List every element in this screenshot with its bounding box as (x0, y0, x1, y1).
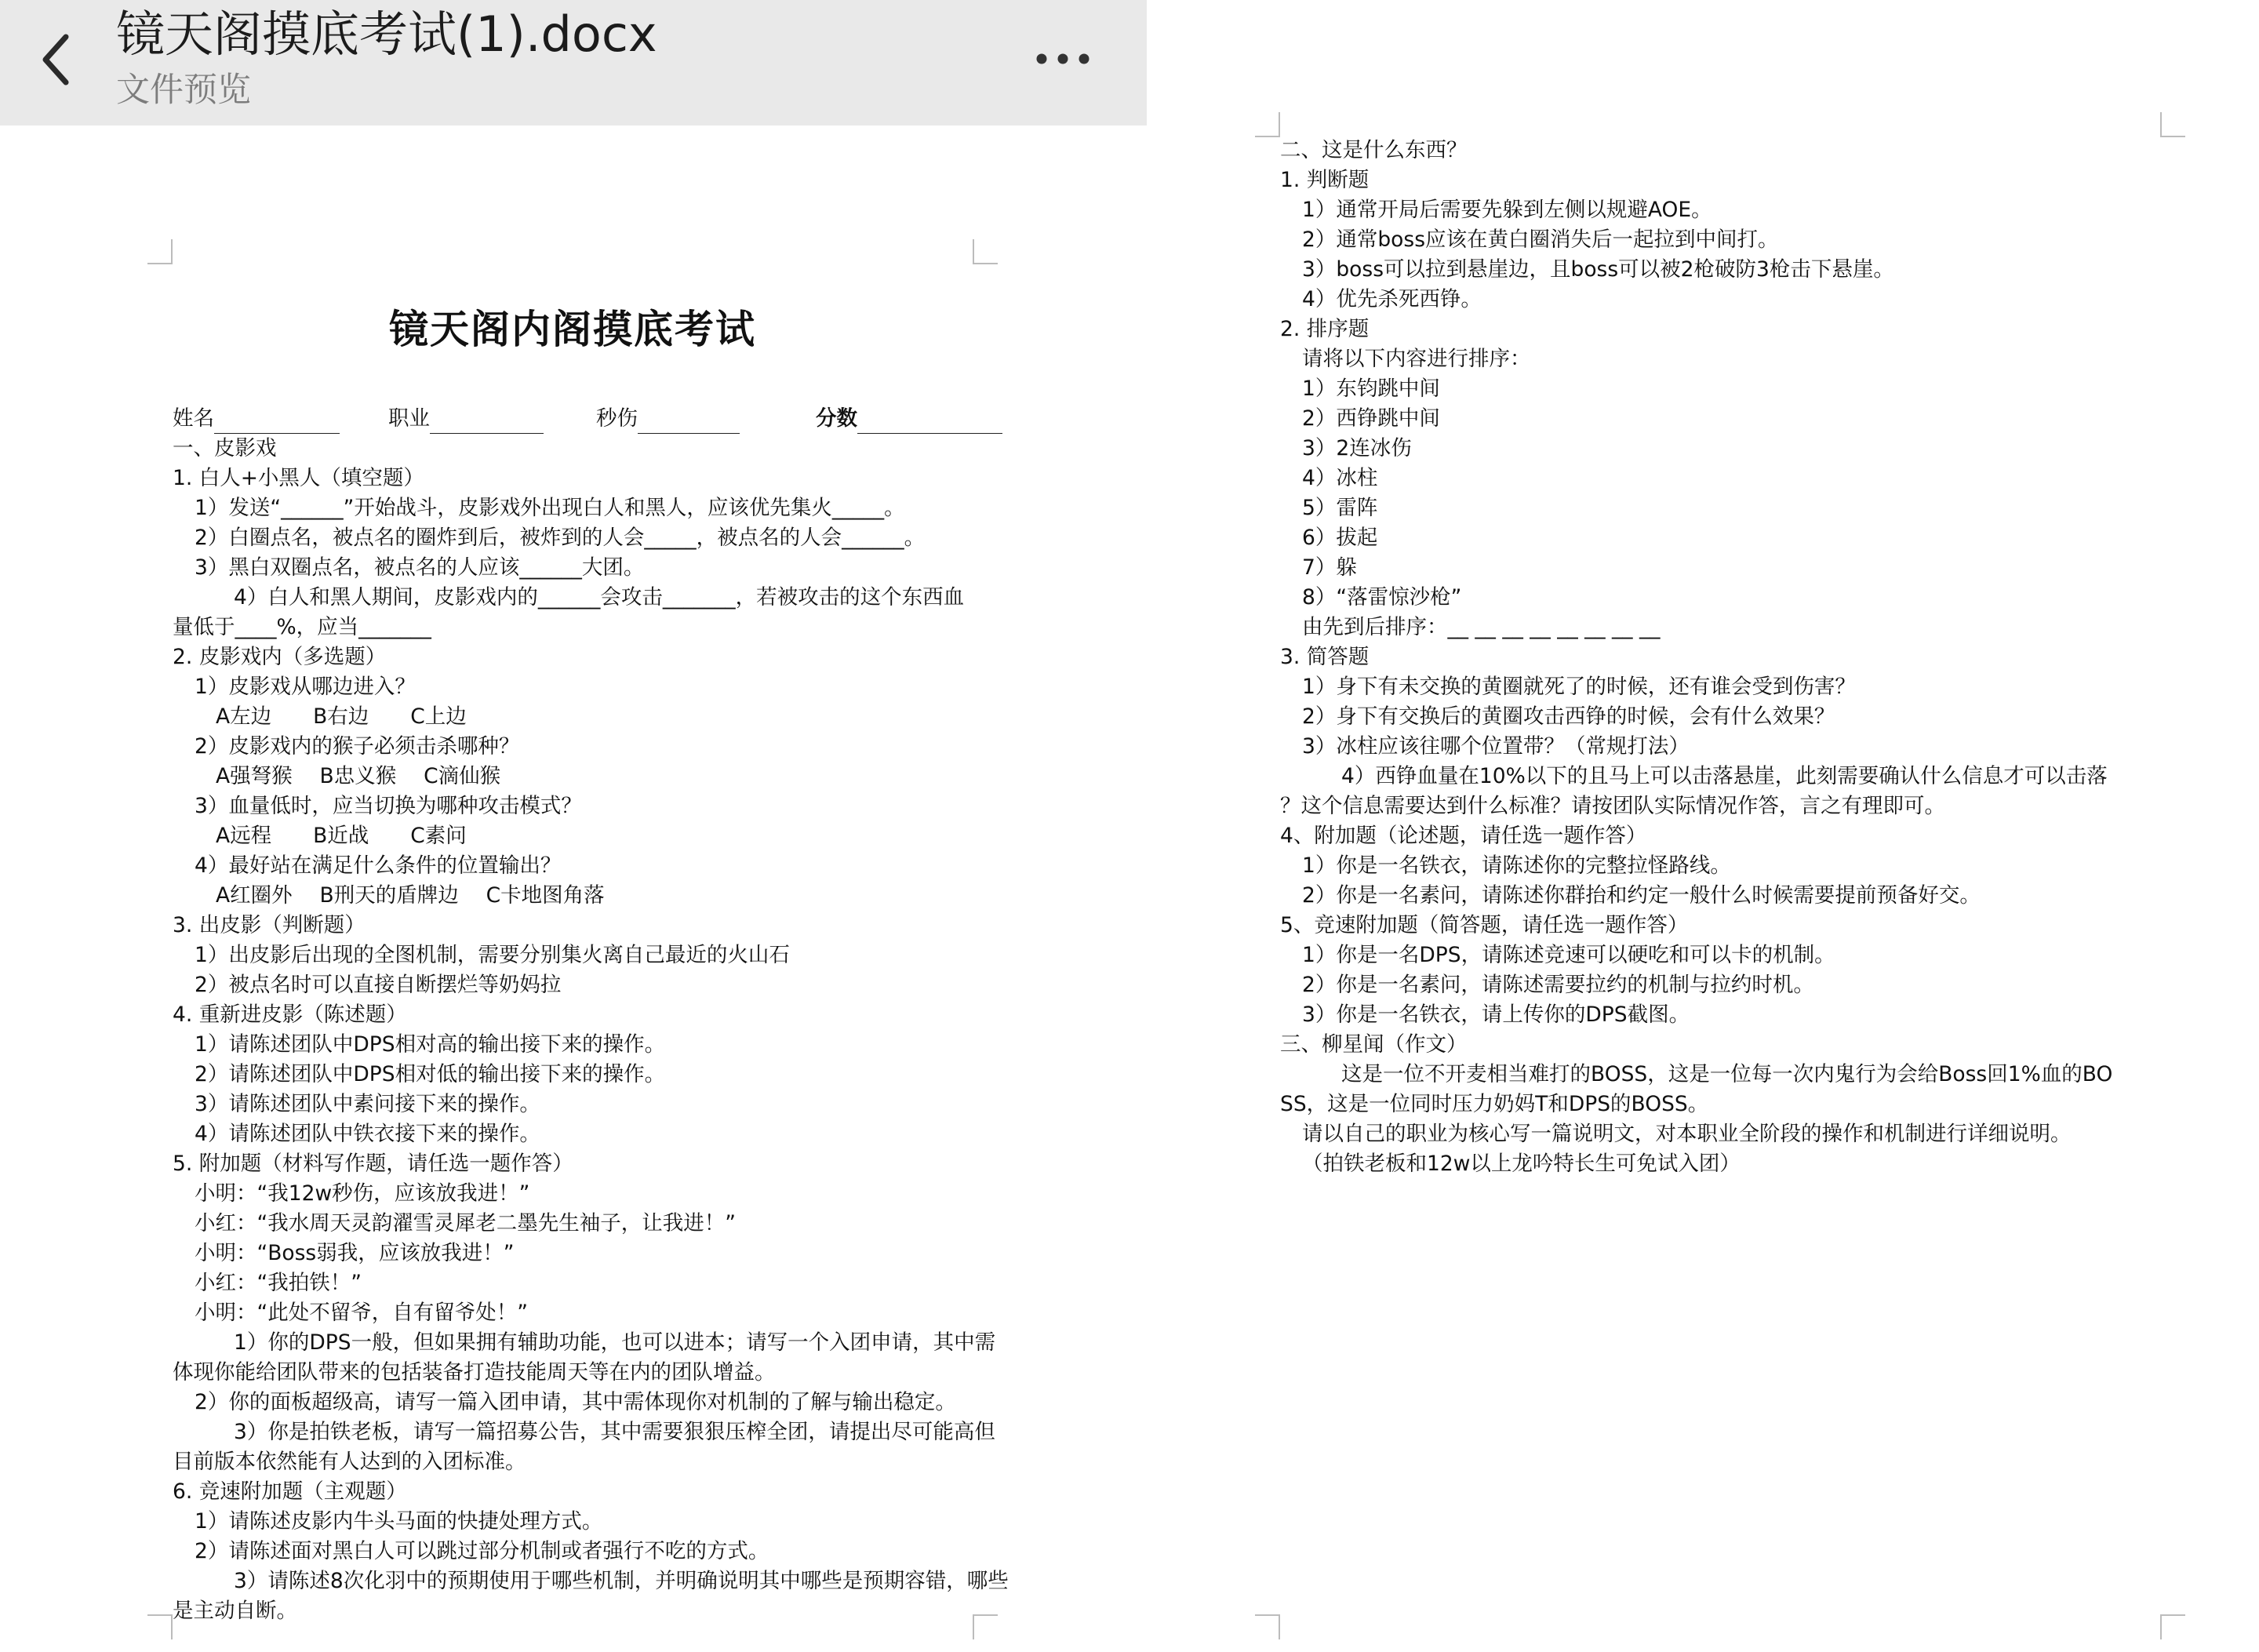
question-item: 4）西铮血量在10%以下的且马上可以击落悬崖，此刻需要确认什么信息才可以击落 (1341, 764, 2108, 788)
question-item: 2）皮影戏内的猴子必须击杀哪种？ (195, 734, 520, 759)
question-item: 2）被点名时可以直接自断摆烂等奶妈拉 (195, 973, 562, 997)
question-item-continued: ？这个信息需要达到什么标准？请按团队实际情况作答，言之有理即可。 (1280, 794, 1945, 818)
sort-item: 5）雷阵 (1302, 496, 1378, 520)
crop-mark (1255, 112, 1280, 137)
sort-item: 1）东钧跳中间 (1302, 377, 1440, 401)
question-item: 1）通常开局后需要先躲到左侧以规避AOE。 (1302, 198, 1712, 222)
crop-mark (147, 239, 173, 264)
question-item: 1）请陈述团队中DPS相对高的输出接下来的操作。 (195, 1032, 666, 1057)
document-title: 镜天阁摸底考试(1).docx (116, 5, 657, 63)
exam-fields (173, 404, 1004, 434)
question-heading: 4、附加题（论述题，请任选一题作答） (1280, 824, 1647, 848)
question-item: 3）黑白双圈点名，被点名的人应该______大团。 (195, 555, 645, 580)
section-heading: 二、这是什么东西？ (1280, 138, 1468, 162)
essay-instruction: 请以自己的职业为核心写一篇说明文，对本职业全阶段的操作和机制进行详细说明。 (1302, 1122, 2072, 1146)
question-item: 4）白人和黑人期间，皮影戏内的______会攻击_______，若被攻击的这个东西血 (234, 585, 965, 609)
dps-field[interactable] (596, 404, 816, 434)
question-item: 1）请陈述皮影内牛头马面的快捷处理方式。 (195, 1509, 603, 1534)
question-item: 4）请陈述团队中铁衣接下来的操作。 (195, 1122, 540, 1146)
question-item: 3）你是一名铁衣，请上传你的DPS截图。 (1302, 1002, 1690, 1027)
question-item-continued: 目前版本依然能有人达到的入团标准。 (173, 1450, 526, 1474)
chevron-left-icon (39, 32, 71, 87)
answer-options: A红圈外 B刑天的盾牌边 C卡地图角落 (216, 883, 605, 908)
more-button[interactable] (1028, 31, 1098, 86)
sort-item: 2）西铮跳中间 (1302, 406, 1440, 431)
sort-item: 4）冰柱 (1302, 466, 1378, 490)
top-bar (0, 0, 1147, 126)
dialogue-line: 小红：“我拍铁！” (195, 1271, 362, 1295)
question-item: 2）身下有交换后的黄圈攻击西铮的时候，会有什么效果？ (1302, 704, 1835, 729)
back-button[interactable] (30, 27, 80, 93)
question-item: 4）优先杀死西铮。 (1302, 287, 1482, 311)
question-heading: 6. 竞速附加题（主观题） (173, 1479, 407, 1504)
question-item: 1）你的DPS一般，但如果拥有辅助功能，也可以进本；请写一个入团申请，其中需 (234, 1330, 996, 1355)
question-instruction: 请将以下内容进行排序： (1302, 347, 1531, 371)
question-item: 3）冰柱应该往哪个位置带？（常规打法） (1302, 734, 1690, 759)
document-subtitle: 文件预览 (116, 71, 251, 110)
crop-mark (147, 1614, 173, 1639)
question-heading: 1. 白人+小黑人（填空题） (173, 466, 424, 490)
document-page-2 (1280, 136, 2190, 1179)
section-heading: 三、柳星闻（作文） (1280, 1032, 1468, 1057)
question-item: 1）出皮影后出现的全图机制，需要分别集火离自己最近的火山石 (195, 943, 790, 967)
question-heading: 2. 皮影戏内（多选题） (173, 645, 387, 669)
question-item: 1）你是一名铁衣，请陈述你的完整拉怪路线。 (1302, 853, 1731, 878)
dialogue-line: 小明：“此处不留爷，自有留爷处！” (195, 1301, 528, 1325)
profession-field[interactable] (388, 404, 596, 434)
question-item: 3）boss可以拉到悬崖边，且boss可以被2枪破防3枪击下悬崖。 (1302, 257, 1894, 282)
question-heading: 3. 出皮影（判断题） (173, 913, 366, 937)
name-field[interactable] (173, 404, 388, 434)
score-field[interactable] (816, 404, 1004, 434)
question-item: 2）通常boss应该在黄白圈消失后一起拉到中间打。 (1302, 227, 1779, 252)
question-item: 1）身下有未交换的黄圈就死了的时候，还有谁会受到伤害？ (1302, 675, 1856, 699)
crop-mark (1255, 1614, 1280, 1639)
sort-item: 7）躲 (1302, 555, 1357, 580)
question-item-continued: 是主动自断。 (173, 1599, 297, 1623)
left-page-body (173, 434, 1009, 1626)
field-label: 职业 (388, 406, 430, 431)
question-item: 1）发送“______”开始战斗，皮影戏外出现白人和黑人，应该优先集火_____。 (195, 496, 905, 520)
essay-prompt-continued: SS，这是一位同时压力奶妈T和DPS的BOSS。 (1280, 1092, 1709, 1116)
question-item: 3）血量低时，应当切换为哪种攻击模式？ (195, 794, 582, 818)
dialogue-line: 小明：“Boss弱我，应该放我进！” (195, 1241, 515, 1265)
question-item-continued: 体现你能给团队带来的包括装备打造技能周天等在内的团队增益。 (173, 1360, 776, 1385)
question-item: 2）你的面板超级高，请写一篇入团申请，其中需体现你对机制的了解与输出稳定。 (195, 1390, 956, 1414)
question-item: 2）白圈点名，被点名的圈炸到后，被炸到的人会_____，被点名的人会______。 (195, 526, 926, 550)
answer-options: A强弩猴 B忠义猴 C滴仙猴 (216, 764, 501, 788)
sort-item: 3）2连冰伤 (1302, 436, 1412, 460)
question-item: 3）请陈述8次化羽中的预期使用于哪些机制，并明确说明其中哪些是预期容错，哪些 (234, 1569, 1009, 1593)
sort-item: 6）拔起 (1302, 526, 1378, 550)
question-item: 1）你是一名DPS，请陈述竞速可以硬吃和可以卡的机制。 (1302, 943, 1835, 967)
question-item: 3）你是拍铁老板，请写一篇招募公告，其中需要狠狠压榨全团，请提出尽可能高但 (234, 1420, 995, 1444)
crop-mark (2160, 112, 2185, 137)
answer-options: A远程 B近战 C素问 (216, 824, 467, 848)
exam-title: 镜天阁内阁摸底考试 (389, 307, 756, 352)
question-item: 2）你是一名素问，请陈述需要拉约的机制与拉约时机。 (1302, 973, 1814, 997)
question-item: 1）皮影戏从哪边进入？ (195, 675, 416, 699)
field-label: 姓名 (173, 406, 214, 431)
more-horizontal-icon (1035, 53, 1090, 65)
sort-answer-blanks: 由先到后排序：__ __ __ __ __ __ __ __ (1302, 615, 1661, 639)
question-item: 4）最好站在满足什么条件的位置输出？ (195, 853, 562, 878)
field-label: 秒伤 (596, 406, 638, 431)
crop-mark (2160, 1614, 2185, 1639)
question-heading: 5. 附加题（材料写作题，请任选一题作答） (173, 1152, 573, 1176)
question-item-continued: 量低于____%，应当_______ (173, 615, 431, 639)
question-heading: 4. 重新进皮影（陈述题） (173, 1002, 407, 1027)
section-heading: 一、皮影戏 (173, 436, 277, 460)
document-page-1 (173, 239, 1009, 1626)
essay-note: （拍铁老板和12w以上龙吟特长生可免试入团） (1302, 1152, 1741, 1176)
sort-item: 8）“落雷惊沙枪” (1302, 585, 1462, 609)
question-item: 2）你是一名素问，请陈述你群抬和约定一般什么时候需要提前预备好交。 (1302, 883, 1981, 908)
question-heading: 1. 判断题 (1280, 168, 1370, 192)
answer-options: A左边 B右边 C上边 (216, 704, 467, 729)
question-item: 2）请陈述团队中DPS相对低的输出接下来的操作。 (195, 1062, 666, 1086)
question-item: 2）请陈述面对黑白人可以跳过部分机制或者强行不吃的方式。 (195, 1539, 769, 1563)
question-item: 3）请陈述团队中素问接下来的操作。 (195, 1092, 540, 1116)
essay-prompt: 这是一位不开麦相当难打的BOSS，这是一位每一次内鬼行为会给Boss回1%血的BO (1341, 1062, 2113, 1086)
question-heading: 5、竞速附加题（简答题，请任选一题作答） (1280, 913, 1689, 937)
question-heading: 3. 简答题 (1280, 645, 1370, 669)
dialogue-line: 小明：“我12w秒伤，应该放我进！” (195, 1181, 530, 1206)
field-label: 分数 (816, 406, 857, 431)
question-heading: 2. 排序题 (1280, 317, 1370, 341)
dialogue-line: 小红：“我水周天灵韵濯雪灵犀老二墨先生袖子，让我进！” (195, 1211, 736, 1235)
